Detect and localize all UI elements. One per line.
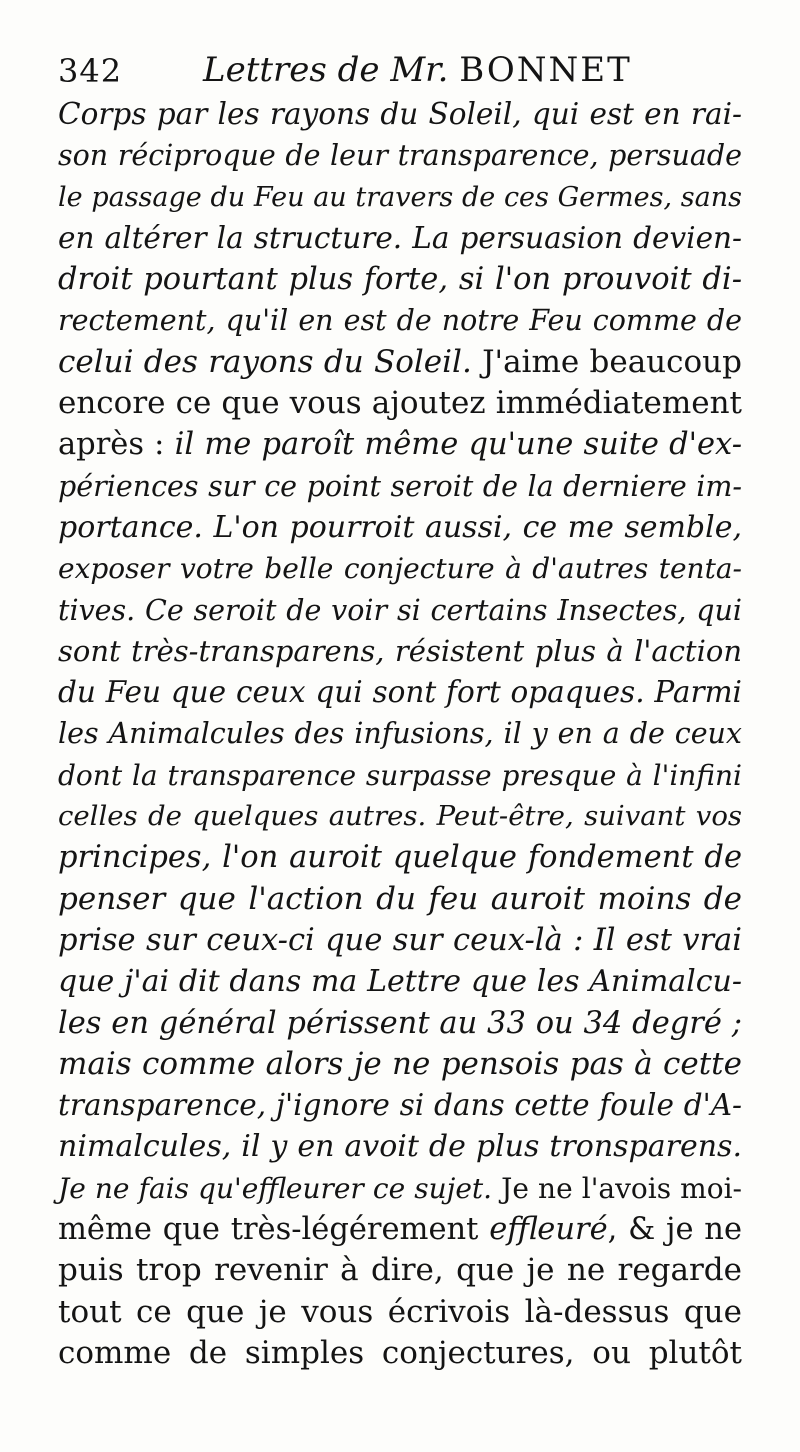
text-run: principes, l'on auroit quelque fondement de — [58, 840, 742, 876]
text-run: penser que l'action du feu auroit moins de — [58, 880, 742, 917]
text-run: encore ce que vous ajoutez immédiatement — [58, 385, 742, 422]
text-line — [58, 342, 742, 383]
text-line — [58, 879, 742, 920]
text-run: comme de simples conjectures, ou plutôt — [58, 1334, 742, 1371]
running-header — [58, 44, 758, 90]
text-line — [58, 755, 742, 796]
text-run: mais comme alors je ne pensois pas à cette — [58, 1045, 742, 1082]
text-run: effleuré — [489, 1212, 608, 1248]
text-run: transparence, j'ignore si dans cette foule d'A- — [58, 1088, 742, 1123]
text-run: les en général périssent au 33 ou 34 degré ; — [58, 1005, 742, 1041]
text-run: après : — [58, 427, 175, 463]
text-run: sont très-transparens, résistent plus à l'action — [58, 633, 742, 668]
text-line — [58, 135, 742, 176]
text-run: tout ce que je vous écrivois là-dessus que — [58, 1293, 742, 1330]
text-run: le passage du Feu au travers de ces Germes, sans — [58, 181, 742, 213]
text-run: , & je ne — [607, 1212, 742, 1248]
text-line — [58, 837, 742, 878]
text-line — [58, 1085, 742, 1126]
text-run: en altérer la structure. La persuasion devien- — [58, 220, 742, 255]
text-line — [58, 672, 742, 713]
text-line — [58, 1044, 742, 1085]
text-line — [58, 548, 742, 589]
text-line — [58, 713, 742, 754]
text-line — [58, 466, 742, 507]
text-line — [58, 961, 742, 1002]
running-title-prefix: Lettres de Mr. — [203, 50, 460, 90]
text-run: celles de quelques autres. Peut-être, suivant vos — [58, 800, 742, 833]
text-line — [58, 300, 742, 341]
text-line — [58, 796, 742, 837]
text-line — [58, 1209, 742, 1250]
text-run: du Feu que ceux qui sont fort opaques. Parmi — [58, 675, 742, 710]
text-run: nimalcules, il y en avoit de plus tronsparens. — [58, 1129, 742, 1165]
text-run: dont la transparence surpasse presque à l'infini — [58, 758, 742, 792]
text-run: les Animalcules des infusions, il y en a de ceux — [58, 717, 742, 751]
running-title-name: BONNET — [459, 50, 632, 90]
text-line — [58, 631, 742, 672]
text-run: puis trop revenir à dire, que je ne regarde — [58, 1252, 742, 1289]
text-run: rectement, qu'il en est de notre Feu comme de — [58, 304, 742, 338]
text-run: tives. Ce seroit de voir si certains Insectes, qui — [58, 593, 742, 627]
text-run: Je ne fais qu'effleurer ce sujet. — [58, 1171, 502, 1205]
page-number: 342 — [58, 52, 123, 90]
text-run: il me paroît même qu'une suite d'ex- — [174, 427, 742, 463]
text-run: Corps par les rayons du Soleil, qui est en rai- — [58, 97, 742, 131]
text-run: que j'ai dit dans ma Lettre que les Animalcu- — [58, 964, 742, 1000]
text-run: son réciproque de leur transparence, persuade — [58, 139, 742, 173]
text-line — [58, 94, 742, 135]
text-line — [58, 177, 742, 218]
text-line — [58, 590, 742, 631]
text-run: périences sur ce point seroit de la derniere im- — [58, 469, 742, 503]
text-line — [58, 920, 742, 961]
text-run: celui des rayons du Soleil. — [58, 343, 483, 380]
text-line — [58, 383, 742, 424]
text-line — [58, 1333, 742, 1374]
text-line — [58, 1250, 742, 1291]
text-run: J'aime beaucoup — [482, 343, 742, 380]
text-run: portance. L'on pourroit aussi, ce me semble, — [58, 509, 742, 545]
text-run: Je ne l'avois moi- — [501, 1171, 742, 1205]
text-line — [58, 1168, 742, 1209]
text-line — [58, 1292, 742, 1333]
text-line — [58, 1126, 742, 1167]
text-run: droit pourtant plus forte, si l'on prouvoit di- — [58, 262, 742, 298]
text-line — [58, 1003, 742, 1044]
text-line — [58, 218, 742, 259]
running-title — [203, 50, 632, 90]
text-line — [58, 259, 742, 300]
text-run: exposer votre belle conjecture à d'autres tenta- — [58, 552, 742, 586]
text-run: même que très-légérement — [58, 1212, 490, 1248]
text-run: prise sur ceux-ci que sur ceux-là : Il est vrai — [58, 922, 742, 958]
text-line — [58, 507, 742, 548]
body-text — [58, 94, 742, 1374]
text-line — [58, 424, 742, 465]
